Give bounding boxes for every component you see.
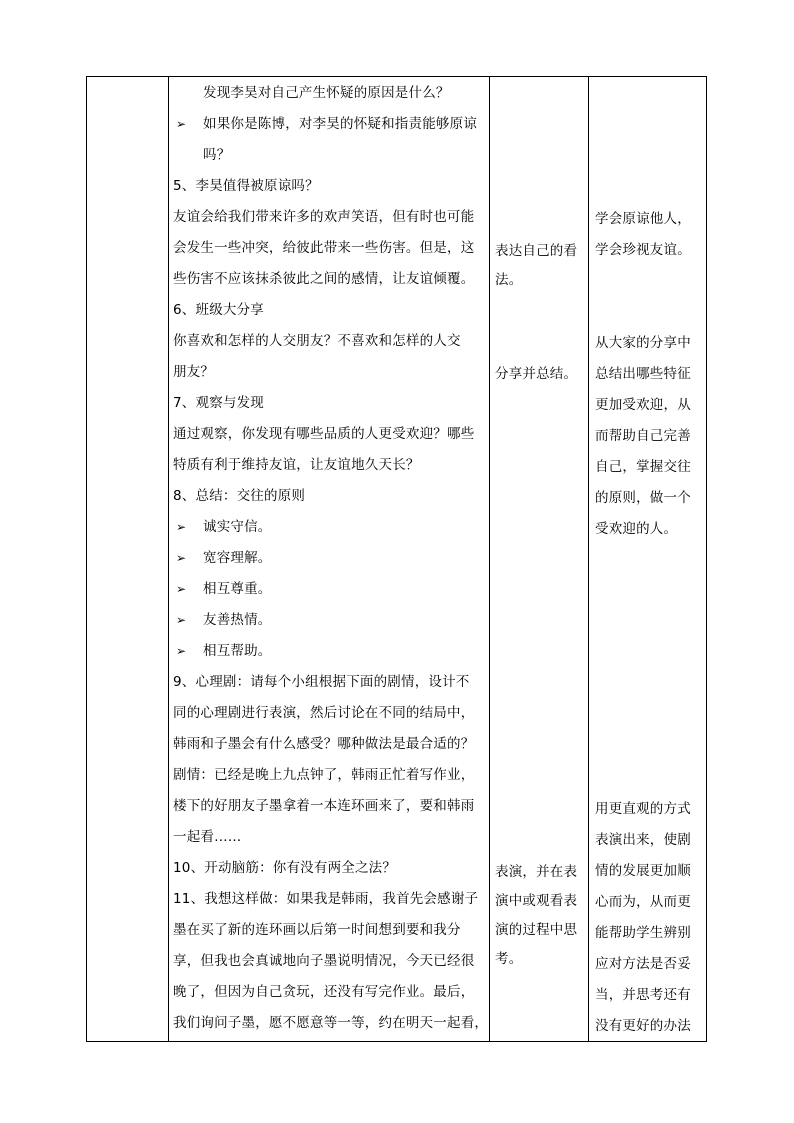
column-divider — [588, 77, 589, 1041]
bullet-arrow-icon: ➢ — [176, 613, 187, 627]
content-line: 会发生一些冲突，给彼此带来一些伤害。但是，这 — [173, 240, 475, 256]
bullet-arrow-icon: ➢ — [176, 582, 187, 596]
section-heading: 7、观察与发现 — [173, 395, 264, 411]
intent-line: 受欢迎的人。 — [595, 521, 678, 537]
intent-line: 从大家的分享中 — [595, 335, 691, 351]
content-line: 你喜欢和怎样的人交朋友？不喜欢和怎样的人交 — [173, 333, 461, 349]
column-divider — [168, 77, 169, 1041]
bullet-arrow-icon: ➢ — [176, 644, 187, 658]
principle-item: 宽容理解。 — [203, 550, 272, 566]
section-heading: 10、开动脑筋：你有没有两全之法？ — [173, 860, 397, 876]
content-line: 我们询问子墨，愿不愿意等一等，约在明天一起看， — [173, 1015, 489, 1031]
content-line: 友谊会给我们带来许多的欢声笑语，但有时也可能 — [173, 209, 475, 225]
content-line: 些伤害不应该抹杀彼此之间的感情，让友谊倾覆。 — [173, 271, 475, 287]
table-column-student-activity — [495, 77, 585, 1041]
principle-item: 相互帮助。 — [203, 643, 272, 659]
intent-line: 能帮助学生辨别 — [595, 925, 691, 941]
activity-line: 法。 — [495, 272, 523, 288]
content-line: 发现李昊对自己产生怀疑的原因是什么？ — [203, 85, 450, 101]
intent-line: 应对方法是否妥 — [595, 956, 691, 972]
content-line: 一起看…… — [173, 829, 242, 845]
content-line: 剧情：已经是晚上九点钟了，韩雨正忙着写作业， — [173, 767, 475, 783]
principle-item: 诚实守信。 — [203, 519, 272, 535]
intent-line: 学会珍视友谊。 — [595, 242, 691, 258]
intent-line: 学会原谅他人， — [595, 211, 691, 227]
lesson-plan-table — [86, 76, 707, 1042]
intent-line: 心而为，从而更 — [595, 894, 691, 910]
table-column-stage — [87, 77, 168, 1041]
content-line: 如果你是陈博，对李昊的怀疑和指责能够原谅 — [203, 116, 477, 132]
principle-item: 相互尊重。 — [203, 581, 272, 597]
intent-line: 总结出哪些特征 — [595, 366, 691, 382]
table-column-design-intent — [595, 77, 707, 1041]
principle-item: 友善热情。 — [203, 612, 272, 628]
content-line: 特质有利于维持友谊，让友谊地久天长？ — [173, 457, 420, 473]
section-heading: 11、我想这样做：如果我是韩雨，我首先会感谢子 — [173, 891, 479, 907]
table-column-content — [173, 77, 489, 1041]
content-line: 同的心理剧进行表演，然后讨论在不同的结局中， — [173, 705, 475, 721]
activity-line: 考。 — [495, 951, 523, 967]
intent-line: 情的发展更加顺 — [595, 863, 691, 879]
content-line: 朋友？ — [173, 364, 215, 380]
intent-line: 自己，掌握交往 — [595, 459, 691, 475]
bullet-arrow-icon: ➢ — [176, 551, 187, 565]
activity-line: 演的过程中思 — [495, 922, 578, 938]
activity-line: 分享并总结。 — [495, 366, 578, 382]
column-divider — [489, 77, 490, 1041]
bullet-arrow-icon: ➢ — [176, 520, 187, 534]
activity-line: 表演，并在表 — [495, 864, 578, 880]
intent-line: 没有更好的办法 — [595, 1018, 691, 1034]
content-line: 通过观察，你发现有哪些品质的人更受欢迎？哪些 — [173, 426, 475, 442]
activity-line: 演中或观看表 — [495, 893, 578, 909]
intent-line: 表演出来，使剧 — [595, 832, 691, 848]
activity-line: 表达自己的看 — [495, 243, 578, 259]
content-line: 韩雨和子墨会有什么感受？哪种做法是最合适的？ — [173, 736, 475, 752]
content-line: 享，但我也会真诚地向子墨说明情况，今天已经很 — [173, 953, 475, 969]
content-line: 楼下的好朋友子墨拿着一本连环画来了，要和韩雨 — [173, 798, 475, 814]
section-heading: 9、心理剧：请每个小组根据下面的剧情，设计不 — [173, 674, 470, 690]
section-heading: 6、班级大分享 — [173, 302, 264, 318]
intent-line: 的原则，做一个 — [595, 490, 691, 506]
intent-line: 而帮助自己完善 — [595, 428, 691, 444]
content-line: 晚了，但因为自己贪玩，还没有写完作业。最后， — [173, 984, 475, 1000]
intent-line: 更加受欢迎，从 — [595, 397, 691, 413]
section-heading: 8、总结：交往的原则 — [173, 488, 306, 504]
intent-line: 用更直观的方式 — [595, 801, 691, 817]
intent-line: 当，并思考还有 — [595, 987, 691, 1003]
section-heading: 5、李昊值得被原谅吗？ — [173, 178, 319, 194]
content-line: 吗？ — [203, 147, 231, 163]
content-line: 墨在买了新的连环画以后第一时间想到要和我分 — [173, 922, 461, 938]
bullet-arrow-icon: ➢ — [176, 117, 187, 131]
